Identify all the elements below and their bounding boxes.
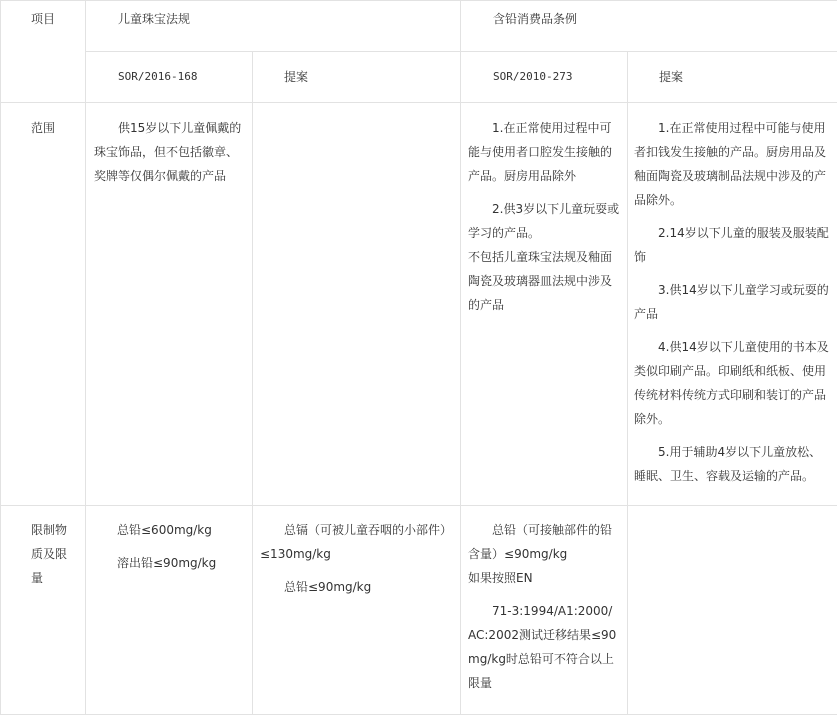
scope-jewelry-cell — [86, 103, 253, 506]
header-jewelry-regulation — [86, 1, 461, 52]
scope-lead-proposal-paragraph: 5.用于辅助4岁以下儿童放松、睡眠、卫生、容载及运输的产品。 — [634, 445, 822, 483]
scope-lead-proposal-cell — [628, 103, 837, 506]
proposal-lead-header — [628, 52, 837, 103]
sor-jewelry-number: SOR/2016-168 — [118, 70, 198, 83]
scope-lead-proposal-paragraph: 3.供14岁以下儿童学习或玩耍的产品 — [634, 283, 829, 321]
scope-label: 范围 — [31, 121, 56, 135]
proposal-jewelry-header — [253, 52, 461, 103]
header-item-label: 项目 — [31, 12, 56, 26]
limits-lead-line: 总铅（可接触部件的铅含量）≤90mg/kg — [468, 523, 613, 561]
sor-lead-cell — [461, 52, 628, 103]
scope-lead-paragraph: 2.供3岁以下儿童玩耍或学习的产品。 — [468, 202, 620, 240]
scope-lead-cell — [461, 103, 628, 506]
jewelry-regulation-title: 儿童珠宝法规 — [118, 12, 191, 26]
scope-lead-paragraph: 不包括儿童珠宝法规及釉面陶瓷及玻璃器皿法规中涉及的产品 — [468, 250, 613, 312]
scope-lead-proposal-paragraph: 4.供14岁以下儿童使用的书本及类似印刷产品。印刷纸和纸板、使用传统材料传统方式印刷和装订的产品除外。 — [634, 340, 829, 426]
limits-lead-proposal-cell — [628, 506, 837, 715]
limits-lead-cell — [461, 506, 628, 715]
limits-jewelry-proposal-line: 总镉（可被儿童吞咽的小部件）≤130mg/kg — [260, 523, 453, 561]
limits-lead-line: 71-3:1994/A1:2000/AC:2002测试迁移结果≤90mg/kg时总铅可不符合以上限量 — [468, 604, 617, 690]
scope-jewelry-proposal-cell — [253, 103, 461, 506]
scope-lead-proposal-paragraph: 2.14岁以下儿童的服装及服装配饰 — [634, 226, 829, 264]
proposal-lead-label: 提案 — [659, 70, 684, 84]
scope-lead-paragraph: 1.在正常使用过程中可能与使用者口腔发生接触的产品。厨房用品除外 — [468, 121, 613, 183]
limits-jewelry-line: 溶出铅≤90mg/kg — [117, 556, 217, 570]
lead-regulation-title: 含铅消费品条例 — [493, 12, 578, 26]
limits-jewelry-proposal-cell — [253, 506, 461, 715]
scope-jewelry-text: 供15岁以下儿童佩戴的珠宝饰品，但不包括徽章、奖牌等仅偶尔佩戴的产品 — [94, 121, 242, 183]
header-lead-regulation — [461, 1, 837, 52]
scope-lead-proposal-paragraph: 1.在正常使用过程中可能与使用者扣钱发生接触的产品。厨房用品及釉面陶瓷及玻璃制品法规中涉及的产品除外。 — [634, 121, 827, 207]
limits-jewelry-line: 总铅≤600mg/kg — [117, 523, 212, 537]
limits-lead-line: 如果按照EN — [468, 571, 533, 585]
sor-lead-number: SOR/2010-273 — [493, 70, 573, 83]
limits-jewelry-cell — [86, 506, 253, 715]
header-item-cell — [1, 1, 86, 103]
proposal-jewelry-label: 提案 — [284, 70, 309, 84]
limits-label: 限制物质及限量 — [31, 523, 68, 585]
scope-label-cell — [1, 103, 86, 506]
limits-jewelry-proposal-line: 总铅≤90mg/kg — [284, 580, 372, 594]
sor-jewelry-cell — [86, 52, 253, 103]
limits-label-cell — [1, 506, 86, 715]
